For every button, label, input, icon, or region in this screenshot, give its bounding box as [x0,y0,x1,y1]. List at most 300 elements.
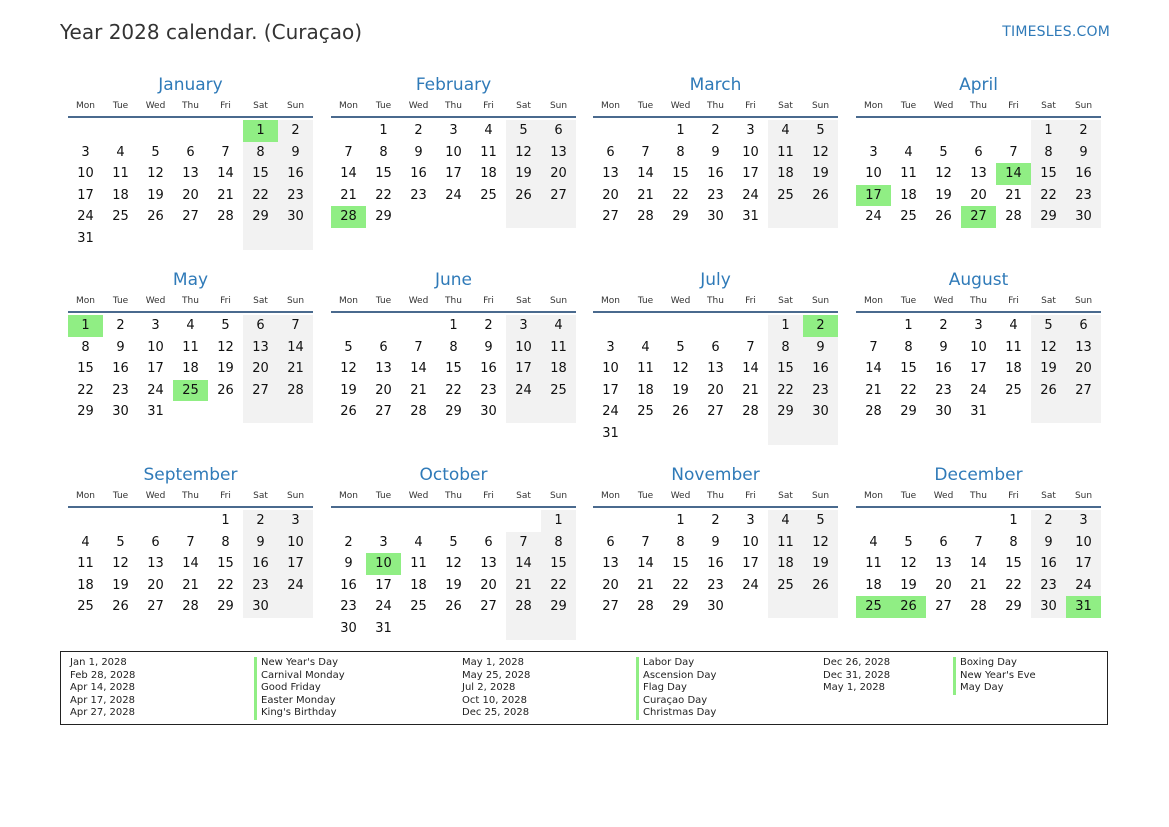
day-cell[interactable]: 4 [186,318,195,333]
day-cell[interactable]: 14 [637,556,654,572]
day-cell[interactable]: 2 [939,318,948,333]
day-cell[interactable]: 20 [1066,358,1101,380]
day-cell[interactable]: 31 [970,404,987,420]
day-cell[interactable]: 25 [768,575,803,597]
day-cell[interactable]: 3 [869,144,878,160]
day-cell[interactable]: 16 [803,358,838,380]
day-cell[interactable]: 21 [865,382,882,398]
day-cell[interactable]: 18 [182,361,199,377]
day-cell[interactable]: 9 [803,337,838,359]
day-cell[interactable]: 7 [869,339,878,355]
day-cell[interactable]: 5 [803,510,838,532]
day-cell[interactable]: 30 [935,404,952,420]
day-cell[interactable]: 6 [379,339,388,355]
day-cell[interactable]: 11 [768,142,803,164]
day-cell[interactable]: 12 [217,339,234,355]
day-cell[interactable]: 8 [676,144,685,160]
day-cell[interactable]: 17 [375,577,392,593]
day-cell[interactable]: 19 [900,577,917,593]
day-cell[interactable]: 4 [904,144,913,160]
day-cell[interactable]: 4 [641,339,650,355]
day-cell[interactable]: 7 [186,534,195,550]
day-cell[interactable]: 6 [243,315,278,337]
day-cell[interactable]: 31 [375,620,392,636]
day-cell[interactable]: 3 [151,318,160,333]
day-cell[interactable]: 4 [116,144,125,160]
day-cell[interactable]: 27 [375,404,392,420]
day-cell[interactable]: 5 [676,339,685,355]
day-cell[interactable]: 14 [970,556,987,572]
day-cell[interactable]: 9 [1031,532,1066,554]
day-cell[interactable]: 9 [344,556,353,572]
day-cell[interactable]: 3 [379,534,388,550]
day-cell[interactable]: 12 [506,142,541,164]
day-cell[interactable]: 25 [856,596,891,618]
day-cell[interactable]: 29 [541,596,576,618]
day-cell[interactable]: 15 [217,556,234,572]
day-cell[interactable]: 18 [768,163,803,185]
day-cell[interactable]: 1 [449,318,458,333]
day-cell[interactable]: 19 [217,361,234,377]
day-cell[interactable]: 14 [217,166,234,182]
day-cell[interactable]: 30 [112,404,129,420]
day-cell[interactable]: 20 [970,187,987,203]
day-cell[interactable]: 21 [742,382,759,398]
day-cell[interactable]: 6 [606,534,615,550]
day-cell[interactable]: 27 [707,404,724,420]
day-cell[interactable]: 27 [243,380,278,402]
day-cell[interactable]: 15 [1031,163,1066,185]
day-cell[interactable]: 23 [1066,185,1101,207]
day-cell[interactable]: 9 [116,339,125,355]
day-cell[interactable]: 1 [379,123,388,138]
day-cell[interactable]: 20 [147,577,164,593]
day-cell[interactable]: 24 [742,577,759,593]
day-cell[interactable]: 13 [182,166,199,182]
day-cell[interactable]: 4 [81,534,90,550]
day-cell[interactable]: 23 [707,187,724,203]
day-cell[interactable]: 6 [541,120,576,142]
day-cell[interactable]: 11 [900,166,917,182]
day-cell[interactable]: 12 [112,556,129,572]
day-cell[interactable]: 17 [147,361,164,377]
day-cell[interactable]: 3 [1066,510,1101,532]
day-cell[interactable]: 23 [340,599,357,615]
day-cell[interactable]: 21 [637,187,654,203]
day-cell[interactable]: 23 [803,380,838,402]
day-cell[interactable]: 13 [541,142,576,164]
day-cell[interactable]: 3 [974,318,983,333]
day-cell[interactable]: 11 [768,532,803,554]
day-cell[interactable]: 3 [449,123,458,138]
day-cell[interactable]: 2 [414,123,423,138]
day-cell[interactable]: 24 [445,187,462,203]
day-cell[interactable]: 9 [1066,142,1101,164]
day-cell[interactable]: 28 [637,209,654,225]
day-cell[interactable]: 13 [935,556,952,572]
day-cell[interactable]: 6 [484,534,493,550]
day-cell[interactable]: 9 [711,144,720,160]
day-cell[interactable]: 24 [278,575,313,597]
day-cell[interactable]: 14 [340,166,357,182]
day-cell[interactable]: 25 [173,380,208,402]
day-cell[interactable]: 18 [865,577,882,593]
day-cell[interactable]: 10 [278,532,313,554]
day-cell[interactable]: 17 [970,361,987,377]
day-cell[interactable]: 26 [672,404,689,420]
day-cell[interactable]: 2 [711,123,720,138]
day-cell[interactable]: 13 [243,337,278,359]
day-cell[interactable]: 21 [506,575,541,597]
day-cell[interactable]: 15 [243,163,278,185]
day-cell[interactable]: 9 [484,339,493,355]
day-cell[interactable]: 16 [707,556,724,572]
day-cell[interactable]: 19 [340,382,357,398]
day-cell[interactable]: 10 [970,339,987,355]
day-cell[interactable]: 6 [939,534,948,550]
day-cell[interactable]: 12 [672,361,689,377]
day-cell[interactable]: 24 [77,209,94,225]
day-cell[interactable]: 18 [410,577,427,593]
day-cell[interactable]: 5 [151,144,160,160]
day-cell[interactable]: 4 [541,315,576,337]
day-cell[interactable]: 24 [602,404,619,420]
day-cell[interactable]: 11 [410,556,427,572]
day-cell[interactable]: 1 [768,315,803,337]
day-cell[interactable]: 7 [221,144,230,160]
day-cell[interactable]: 15 [375,166,392,182]
day-cell[interactable]: 28 [182,599,199,615]
day-cell[interactable]: 5 [506,120,541,142]
day-cell[interactable]: 7 [278,315,313,337]
day-cell[interactable]: 16 [707,166,724,182]
day-cell[interactable]: 21 [182,577,199,593]
day-cell[interactable]: 2 [803,315,838,337]
day-cell[interactable]: 29 [672,209,689,225]
day-cell[interactable]: 30 [480,404,497,420]
day-cell[interactable]: 21 [1005,187,1022,203]
day-cell[interactable]: 4 [768,120,803,142]
day-cell[interactable]: 29 [1005,599,1022,615]
day-cell[interactable]: 5 [803,120,838,142]
day-cell[interactable]: 19 [935,187,952,203]
day-cell[interactable]: 18 [480,166,497,182]
day-cell[interactable]: 17 [742,166,759,182]
day-cell[interactable]: 8 [379,144,388,160]
day-cell[interactable]: 27 [480,599,497,615]
day-cell[interactable]: 22 [672,577,689,593]
day-cell[interactable]: 28 [637,599,654,615]
day-cell[interactable]: 25 [768,185,803,207]
day-cell[interactable]: 27 [147,599,164,615]
day-cell[interactable]: 6 [186,144,195,160]
day-cell[interactable]: 12 [900,556,917,572]
day-cell[interactable]: 14 [996,163,1031,185]
day-cell[interactable]: 29 [243,206,278,228]
day-cell[interactable]: 8 [243,142,278,164]
day-cell[interactable]: 17 [278,553,313,575]
day-cell[interactable]: 7 [414,339,423,355]
day-cell[interactable]: 6 [711,339,720,355]
day-cell[interactable]: 28 [217,209,234,225]
day-cell[interactable]: 3 [278,510,313,532]
day-cell[interactable]: 10 [1066,532,1101,554]
day-cell[interactable]: 19 [803,163,838,185]
day-cell[interactable]: 19 [672,382,689,398]
day-cell[interactable]: 16 [243,553,278,575]
day-cell[interactable]: 2 [243,510,278,532]
day-cell[interactable]: 1 [676,513,685,528]
day-cell[interactable]: 25 [410,599,427,615]
day-cell[interactable]: 22 [1005,577,1022,593]
day-cell[interactable]: 4 [768,510,803,532]
day-cell[interactable]: 31 [602,425,619,441]
day-cell[interactable]: 12 [147,166,164,182]
day-cell[interactable]: 26 [803,185,838,207]
day-cell[interactable]: 27 [1066,380,1101,402]
day-cell[interactable]: 29 [375,209,392,225]
day-cell[interactable]: 10 [506,337,541,359]
day-cell[interactable]: 15 [445,361,462,377]
day-cell[interactable]: 31 [147,404,164,420]
day-cell[interactable]: 12 [340,361,357,377]
day-cell[interactable]: 20 [602,187,619,203]
day-cell[interactable]: 23 [707,577,724,593]
day-cell[interactable]: 22 [375,187,392,203]
day-cell[interactable]: 16 [935,361,952,377]
day-cell[interactable]: 29 [672,599,689,615]
day-cell[interactable]: 10 [602,361,619,377]
day-cell[interactable]: 19 [445,577,462,593]
day-cell[interactable]: 16 [340,577,357,593]
day-cell[interactable]: 30 [707,599,724,615]
day-cell[interactable]: 11 [480,144,497,160]
day-cell[interactable]: 28 [865,404,882,420]
day-cell[interactable]: 21 [217,187,234,203]
day-cell[interactable]: 5 [904,534,913,550]
day-cell[interactable]: 26 [506,185,541,207]
day-cell[interactable]: 28 [506,596,541,618]
day-cell[interactable]: 18 [1005,361,1022,377]
day-cell[interactable]: 29 [445,404,462,420]
day-cell[interactable]: 26 [112,599,129,615]
day-cell[interactable]: 22 [1031,185,1066,207]
day-cell[interactable]: 6 [606,144,615,160]
day-cell[interactable]: 17 [445,166,462,182]
day-cell[interactable]: 5 [1031,315,1066,337]
day-cell[interactable]: 16 [480,361,497,377]
day-cell[interactable]: 17 [856,185,891,207]
day-cell[interactable]: 31 [742,209,759,225]
day-cell[interactable]: 28 [278,380,313,402]
day-cell[interactable]: 10 [77,166,94,182]
day-cell[interactable]: 1 [68,315,103,337]
day-cell[interactable]: 13 [1066,337,1101,359]
day-cell[interactable]: 13 [147,556,164,572]
day-cell[interactable]: 11 [865,556,882,572]
day-cell[interactable]: 13 [375,361,392,377]
day-cell[interactable]: 11 [182,339,199,355]
day-cell[interactable]: 5 [116,534,125,550]
day-cell[interactable]: 5 [221,318,230,333]
day-cell[interactable]: 1 [676,123,685,138]
day-cell[interactable]: 19 [1031,358,1066,380]
day-cell[interactable]: 2 [116,318,125,333]
day-cell[interactable]: 8 [904,339,913,355]
day-cell[interactable]: 25 [637,404,654,420]
day-cell[interactable]: 23 [410,187,427,203]
day-cell[interactable]: 20 [182,187,199,203]
day-cell[interactable]: 17 [506,358,541,380]
day-cell[interactable]: 21 [278,358,313,380]
day-cell[interactable]: 8 [1009,534,1018,550]
day-cell[interactable]: 30 [1066,206,1101,228]
day-cell[interactable]: 24 [865,209,882,225]
day-cell[interactable]: 13 [602,166,619,182]
day-cell[interactable]: 15 [672,556,689,572]
day-cell[interactable]: 27 [961,206,996,228]
day-cell[interactable]: 14 [637,166,654,182]
day-cell[interactable]: 25 [541,380,576,402]
day-cell[interactable]: 16 [112,361,129,377]
day-cell[interactable]: 5 [449,534,458,550]
day-cell[interactable]: 12 [1031,337,1066,359]
day-cell[interactable]: 4 [1009,318,1018,333]
day-cell[interactable]: 20 [541,163,576,185]
day-cell[interactable]: 19 [147,187,164,203]
day-cell[interactable]: 30 [243,596,278,618]
day-cell[interactable]: 22 [900,382,917,398]
day-cell[interactable]: 20 [480,577,497,593]
day-cell[interactable]: 9 [243,532,278,554]
day-cell[interactable]: 14 [865,361,882,377]
day-cell[interactable]: 23 [278,185,313,207]
day-cell[interactable]: 2 [711,513,720,528]
day-cell[interactable]: 28 [1005,209,1022,225]
day-cell[interactable]: 18 [900,187,917,203]
day-cell[interactable]: 23 [1031,575,1066,597]
day-cell[interactable]: 14 [278,337,313,359]
day-cell[interactable]: 6 [1066,315,1101,337]
day-cell[interactable]: 26 [891,596,926,618]
day-cell[interactable]: 27 [541,185,576,207]
day-cell[interactable]: 6 [974,144,983,160]
day-cell[interactable]: 23 [480,382,497,398]
day-cell[interactable]: 2 [344,534,353,550]
day-cell[interactable]: 30 [340,620,357,636]
day-cell[interactable]: 20 [707,382,724,398]
day-cell[interactable]: 30 [707,209,724,225]
day-cell[interactable]: 14 [742,361,759,377]
day-cell[interactable]: 21 [637,577,654,593]
day-cell[interactable]: 1 [221,513,230,528]
day-cell[interactable]: 31 [77,230,94,246]
day-cell[interactable]: 11 [77,556,94,572]
day-cell[interactable]: 15 [672,166,689,182]
day-cell[interactable]: 21 [410,382,427,398]
day-cell[interactable]: 10 [865,166,882,182]
day-cell[interactable]: 25 [77,599,94,615]
day-cell[interactable]: 29 [768,401,803,423]
day-cell[interactable]: 22 [672,187,689,203]
day-cell[interactable]: 17 [602,382,619,398]
day-cell[interactable]: 9 [278,142,313,164]
day-cell[interactable]: 5 [344,339,353,355]
day-cell[interactable]: 21 [970,577,987,593]
day-cell[interactable]: 18 [77,577,94,593]
day-cell[interactable]: 28 [331,206,366,228]
day-cell[interactable]: 12 [445,556,462,572]
day-cell[interactable]: 4 [869,534,878,550]
day-cell[interactable]: 9 [711,534,720,550]
day-cell[interactable]: 1 [541,510,576,532]
day-cell[interactable]: 29 [217,599,234,615]
day-cell[interactable]: 24 [742,187,759,203]
day-cell[interactable]: 24 [375,599,392,615]
day-cell[interactable]: 20 [602,577,619,593]
day-cell[interactable]: 14 [506,553,541,575]
day-cell[interactable]: 30 [803,401,838,423]
day-cell[interactable]: 24 [147,382,164,398]
day-cell[interactable]: 13 [707,361,724,377]
day-cell[interactable]: 19 [112,577,129,593]
day-cell[interactable]: 15 [77,361,94,377]
day-cell[interactable]: 8 [449,339,458,355]
day-cell[interactable]: 29 [77,404,94,420]
day-cell[interactable]: 3 [81,144,90,160]
day-cell[interactable]: 20 [935,577,952,593]
day-cell[interactable]: 20 [375,382,392,398]
day-cell[interactable]: 23 [243,575,278,597]
day-cell[interactable]: 20 [243,358,278,380]
day-cell[interactable]: 9 [414,144,423,160]
day-cell[interactable]: 28 [410,404,427,420]
day-cell[interactable]: 10 [742,144,759,160]
day-cell[interactable]: 11 [637,361,654,377]
day-cell[interactable]: 2 [484,318,493,333]
day-cell[interactable]: 7 [1009,144,1018,160]
day-cell[interactable]: 23 [935,382,952,398]
day-cell[interactable]: 12 [803,532,838,554]
day-cell[interactable]: 13 [480,556,497,572]
day-cell[interactable]: 7 [506,532,541,554]
day-cell[interactable]: 22 [243,185,278,207]
day-cell[interactable]: 7 [641,144,650,160]
day-cell[interactable]: 15 [1005,556,1022,572]
day-cell[interactable]: 26 [340,404,357,420]
day-cell[interactable]: 22 [541,575,576,597]
day-cell[interactable]: 23 [112,382,129,398]
day-cell[interactable]: 26 [147,209,164,225]
day-cell[interactable]: 10 [147,339,164,355]
site-brand-link[interactable]: TIMESLES.COM [1002,24,1110,40]
day-cell[interactable]: 13 [602,556,619,572]
day-cell[interactable]: 17 [77,187,94,203]
day-cell[interactable]: 27 [602,599,619,615]
day-cell[interactable]: 11 [1005,339,1022,355]
day-cell[interactable]: 25 [480,187,497,203]
day-cell[interactable]: 2 [1066,120,1101,142]
day-cell[interactable]: 25 [1005,382,1022,398]
day-cell[interactable]: 2 [1031,510,1066,532]
day-cell[interactable]: 4 [484,123,493,138]
day-cell[interactable]: 8 [768,337,803,359]
day-cell[interactable]: 24 [506,380,541,402]
day-cell[interactable]: 10 [445,144,462,160]
day-cell[interactable]: 19 [803,553,838,575]
day-cell[interactable]: 31 [1066,596,1101,618]
day-cell[interactable]: 1 [1009,513,1018,528]
